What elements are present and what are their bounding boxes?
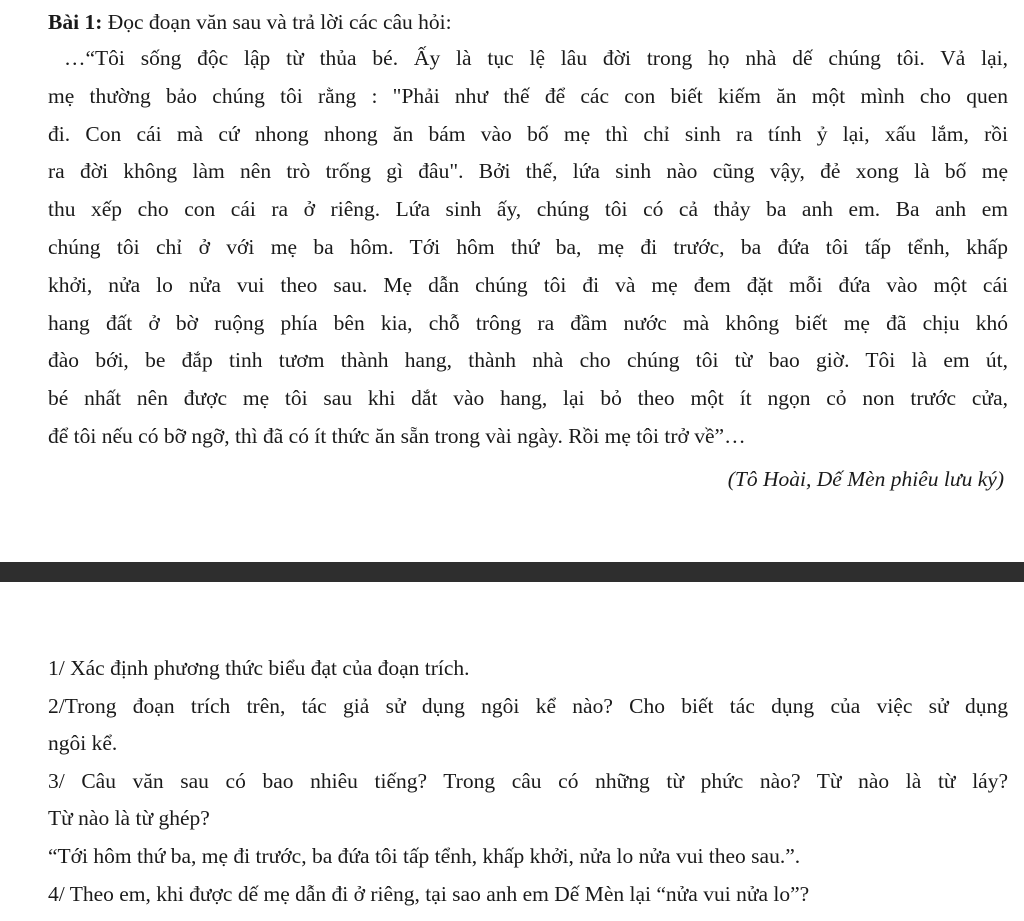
section-divider — [0, 562, 1024, 582]
exercise-label: Bài 1: — [48, 10, 103, 34]
question-4: 4/ Theo em, khi được dế mẹ dẫn đi ở riêng, tại sao anh em Dế Mèn lại “nửa vui nửa lo”? — [48, 881, 810, 906]
passage-line: đi. Con cái mà cứ nhong nhong ăn bám vào bố mẹ thì chỉ sinh ra tính ỷ lại, xấu lắm, rồi — [48, 121, 1008, 146]
question-3-quote: “Tới hôm thứ ba, mẹ đi trước, ba đứa tôi tấp tểnh, khấp khởi, nửa lo nửa vui theo sau.”. — [48, 843, 801, 868]
passage-line: đào bới, be đắp tinh tươm thành hang, thành nhà cho chúng tôi từ bao giờ. Tôi là em út, — [48, 348, 1008, 373]
question-1: 1/ Xác định phương thức biểu đạt của đoạn trích. — [48, 656, 470, 680]
passage-line: để tôi nếu có bỡ ngỡ, thì đã có ít thức ăn sẵn trong vài ngày. Rồi mẹ tôi trở về”… — [48, 423, 746, 448]
passage-line: ra đời không làm nên trò trống gì đâu". Bởi thế, lứa sinh nào cũng vậy, đẻ xong là bố mẹ — [48, 159, 1008, 184]
passage-line: …“Tôi sống độc lập từ thủa bé. Ấy là tục lệ lâu đời trong họ nhà dế chúng tôi. Vả lại, — [64, 46, 1008, 70]
passage-text — [48, 40, 1008, 456]
passage-line: bé nhất nên được mẹ tôi sau khi dắt vào hang, lại bỏ theo một ít ngọn cỏ non trước cửa, — [48, 386, 1008, 411]
questions-section — [48, 650, 1008, 913]
passage-line: chúng tôi chỉ ở với mẹ ba hôm. Tới hôm thứ ba, mẹ đi trước, ba đứa tôi tấp tểnh, khấp — [48, 234, 1008, 259]
exercise-instruction: Đọc đoạn văn sau và trả lời các câu hỏi: — [107, 10, 452, 34]
passage-line: hang đất ở bờ ruộng phía bên kia, chỗ trông ra đầm nước mà không biết mẹ đã chịu khó — [48, 310, 1008, 335]
passage-line: khởi, nửa lo nửa vui theo sau. Mẹ dẫn chúng tôi đi và mẹ đem đặt mỗi đứa vào một cái — [48, 272, 1008, 297]
question-3-line-1: 3/ Câu văn sau có bao nhiêu tiếng? Trong câu có những từ phức nào? Từ nào là từ láy? — [48, 768, 1008, 793]
passage-line: mẹ thường bảo chúng tôi rằng : "Phải như thế để các con biết kiếm ăn một mình cho quen — [48, 83, 1008, 108]
passage-line: thu xếp cho con cái ra ở riêng. Lứa sinh ấy, chúng tôi có cả thảy ba anh em. Ba anh em — [48, 197, 1008, 222]
question-3-line-2: Từ nào là từ ghép? — [48, 806, 210, 831]
question-2-line-1: 2/Trong đoạn trích trên, tác giả sử dụng ngôi kể nào? Cho biết tác dụng của việc sử dụng — [48, 693, 1008, 718]
question-2-line-2: ngôi kể. — [48, 731, 118, 756]
passage-source: (Tô Hoài, Dế Mèn phiêu lưu ký) — [727, 467, 1004, 491]
exercise-heading — [48, 8, 452, 36]
